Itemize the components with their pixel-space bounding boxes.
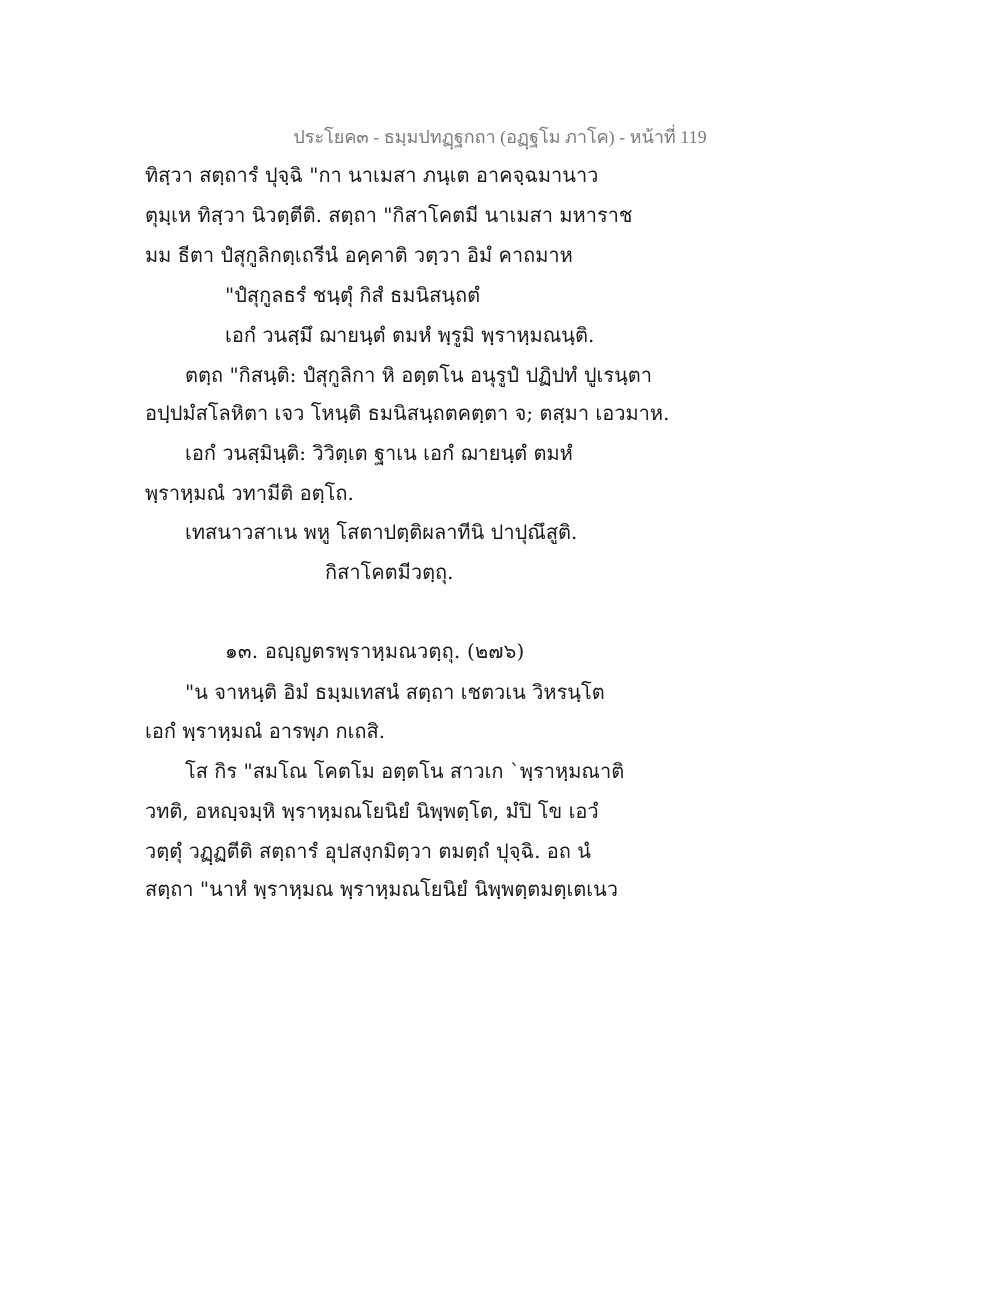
text-line: มม ธีตา ปํสุกูลิกตฺเถรีนํ อคฺคาติ วตฺวา อิมํ คาถมาห — [145, 243, 573, 267]
section-heading: ๑๓. อญฺญตรพฺราหฺมณวตฺถุ. (๒๗๖) — [225, 639, 525, 663]
text-line: สตฺถา "นาหํ พฺราหฺมณ พฺราหฺมณโยนิยํ นิพฺพตฺตมตฺเตเนว — [145, 877, 619, 901]
text-line: ทิสฺวา สตฺถารํ ปุจฺฉิ "กา นาเมสา ภนฺเต อาคจฺฉมานาว — [145, 163, 599, 187]
text-line: วทติ, อหญฺจมฺหิ พฺราหฺมณโยนิยํ นิพฺพตฺโต, มํปิ โข เอวํ — [145, 799, 599, 823]
text-line: โส กิร "สมโณ โคตโม อตฺตโน สาวเก `พฺราหฺมณาติ — [185, 759, 625, 783]
text-line: "น จาหนฺติ อิมํ ธมฺมเทสนํ สตฺถา เชตวเน วิหรนฺโต — [185, 680, 605, 704]
running-head: ประโยค๓ - ธมฺมปทฏฺฐกถา (อฏฺฐโม ภาโค) - หน้าที่ 119 — [293, 127, 707, 147]
text-line: พฺราหฺมณํ วทามีติ อตฺโถ. — [145, 481, 354, 505]
text-line: ตุมฺเห ทิสฺวา นิวตฺตีติ. สตฺถา "กิสาโคตมี นาเมสา มหาราช — [145, 203, 633, 227]
text-line: อปฺปมํสโลหิตา เจว โหนฺติ ธมนิสนฺถตคตฺตา จ; ตสฺมา เอวมาห. — [145, 401, 670, 425]
text-line: เทสนาวสาเน พหู โสตาปตฺติผลาทีนิ ปาปุณึสูติ. — [185, 520, 578, 544]
text-line: วตฺตุํ วฏฺฏตีติ สตฺถารํ อุปสงฺกมิตฺวา ตมตฺถํ ปุจฺฉิ. อถ นํ — [145, 839, 591, 863]
text-line: เอกํ วนสฺมินฺติ: วิวิตฺเต ฐาเน เอกํ ฌายนฺตํ ตมหํ — [185, 441, 573, 465]
text-line: เอกํ พฺราหฺมณํ อารพฺภ กเถสิ. — [145, 719, 386, 743]
story-end-title: กิสาโคตมีวตฺถุ. — [325, 560, 454, 584]
verse-line: "ปํสุกูลธรํ ชนฺตุํ กิสํ ธมนิสนฺถตํ — [225, 283, 481, 307]
text-line: ตตฺถ "กิสนฺติ: ปํสุกูลิกา หิ อตฺตโน อนุรูปํ ปฏิปทํ ปูเรนฺตา — [185, 363, 652, 387]
verse-line: เอกํ วนสฺมึ ฌายนฺตํ ตมหํ พฺรูมิ พฺราหฺมณนฺติ. — [225, 323, 595, 347]
